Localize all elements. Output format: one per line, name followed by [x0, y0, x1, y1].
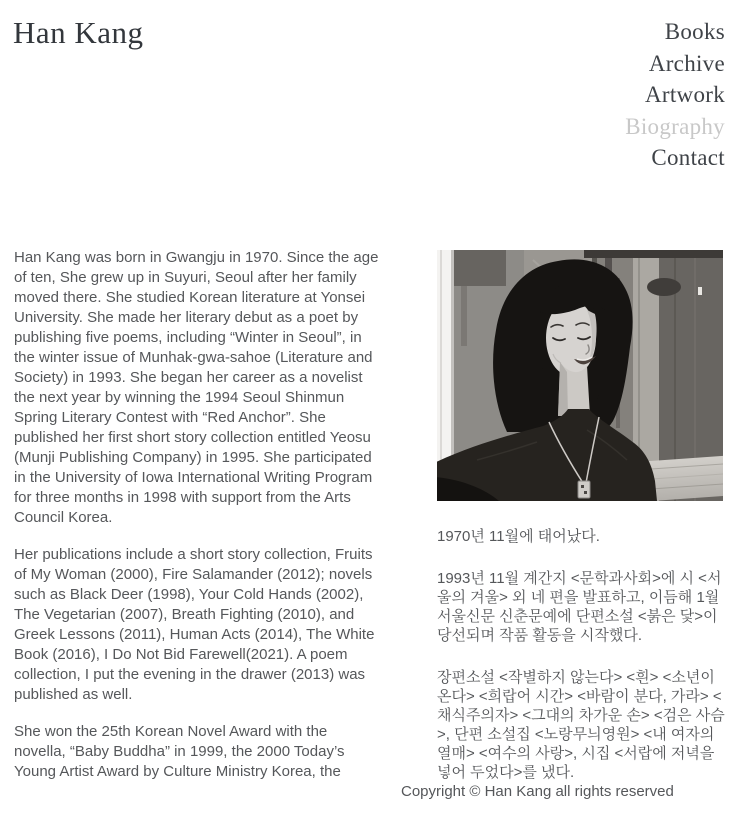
- bio-ko-paragraph-2: 1993년 11월 계간지 <문학과사회>에 시 <서울의 겨울> 외 네 편을 발표하고, 이듬해 1월 서울신문 신춘문예에 단편소설 <붉은 닻>이 당선되며 작품 활동을 시작했다.: [437, 570, 722, 644]
- bio-en-paragraph-3: She won the 25th Korean Novel Award with the novella, “Baby Buddha” in 1999, the 2000 Today’s Young Artist Award by Culture Ministry Korea, the: [14, 723, 345, 780]
- biography-korean: [437, 527, 725, 805]
- copyright-text: Copyright © Han Kang all rights reserved: [401, 783, 674, 800]
- biography-english: [14, 248, 380, 799]
- site-title[interactable]: Han Kang: [13, 15, 144, 50]
- nav-item-archive[interactable]: Archive: [648, 50, 725, 76]
- page-footer: [401, 783, 674, 801]
- nav-item-biography[interactable]: Biography: [625, 113, 725, 139]
- bio-en-paragraph-2: Her publications include a short story collection, Fruits of My Woman (2000), Fire Salamander (2012); novels such as Black Deer (1998), Your Cold Hands (2002), The Vegetarian (2007), Breath Fighting (2010), and Greek Lessons (2011), Human Acts (2014), The White Book (2016), I Do Not Bid Farewell(2021). A poem collection, I put the evening in the drawer (2013) was published as well.: [14, 546, 375, 703]
- nav-item-contact[interactable]: Contact: [651, 145, 725, 170]
- portrait-photo: [437, 250, 723, 501]
- bio-ko-paragraph-1: 1970년 11월에 태어났다.: [437, 528, 600, 545]
- portrait-illustration: [437, 250, 723, 501]
- bio-en-paragraph-1: Han Kang was born in Gwangju in 1970. Since the age of ten, She grew up in Suyuri, Seoul after her family moved there. She studied Korean literature at Yonsei University. She made her literary debut as a poet by publishing five poems, including “Winter in Seoul”, in the winter issue of Munhak-gwa-sahoe (Literature and Society) in 1993. She began her career as a novelist the next year by winning the 1994 Seoul Shinmun Spring Literary Contest with “Red Anchor”. She published her first short story collection entitled Yeosu (Munji Publishing Company) in 1995. She participated in the University of Iowa International Writing Program for three months in 1998 with support from the Arts Council Korea.: [14, 249, 379, 526]
- main-nav: [625, 16, 725, 174]
- nav-item-artwork[interactable]: Artwork: [644, 82, 725, 107]
- nav-item-books[interactable]: Books: [664, 19, 725, 44]
- bio-ko-paragraph-3: 장편소설 <작별하지 않는다> <흰> <소년이 온다> <희랍어 시간> <바람이 분다, 가라> <채식주의자> <그대의 차가운 손> <검은 사슴>, 단편 소설집 <노랑무늬영원> <내 여자의 열매> <여수의 사랑>, 시집 <서랍에 저녁을 넣어 두었다>를 냈다.: [437, 669, 725, 781]
